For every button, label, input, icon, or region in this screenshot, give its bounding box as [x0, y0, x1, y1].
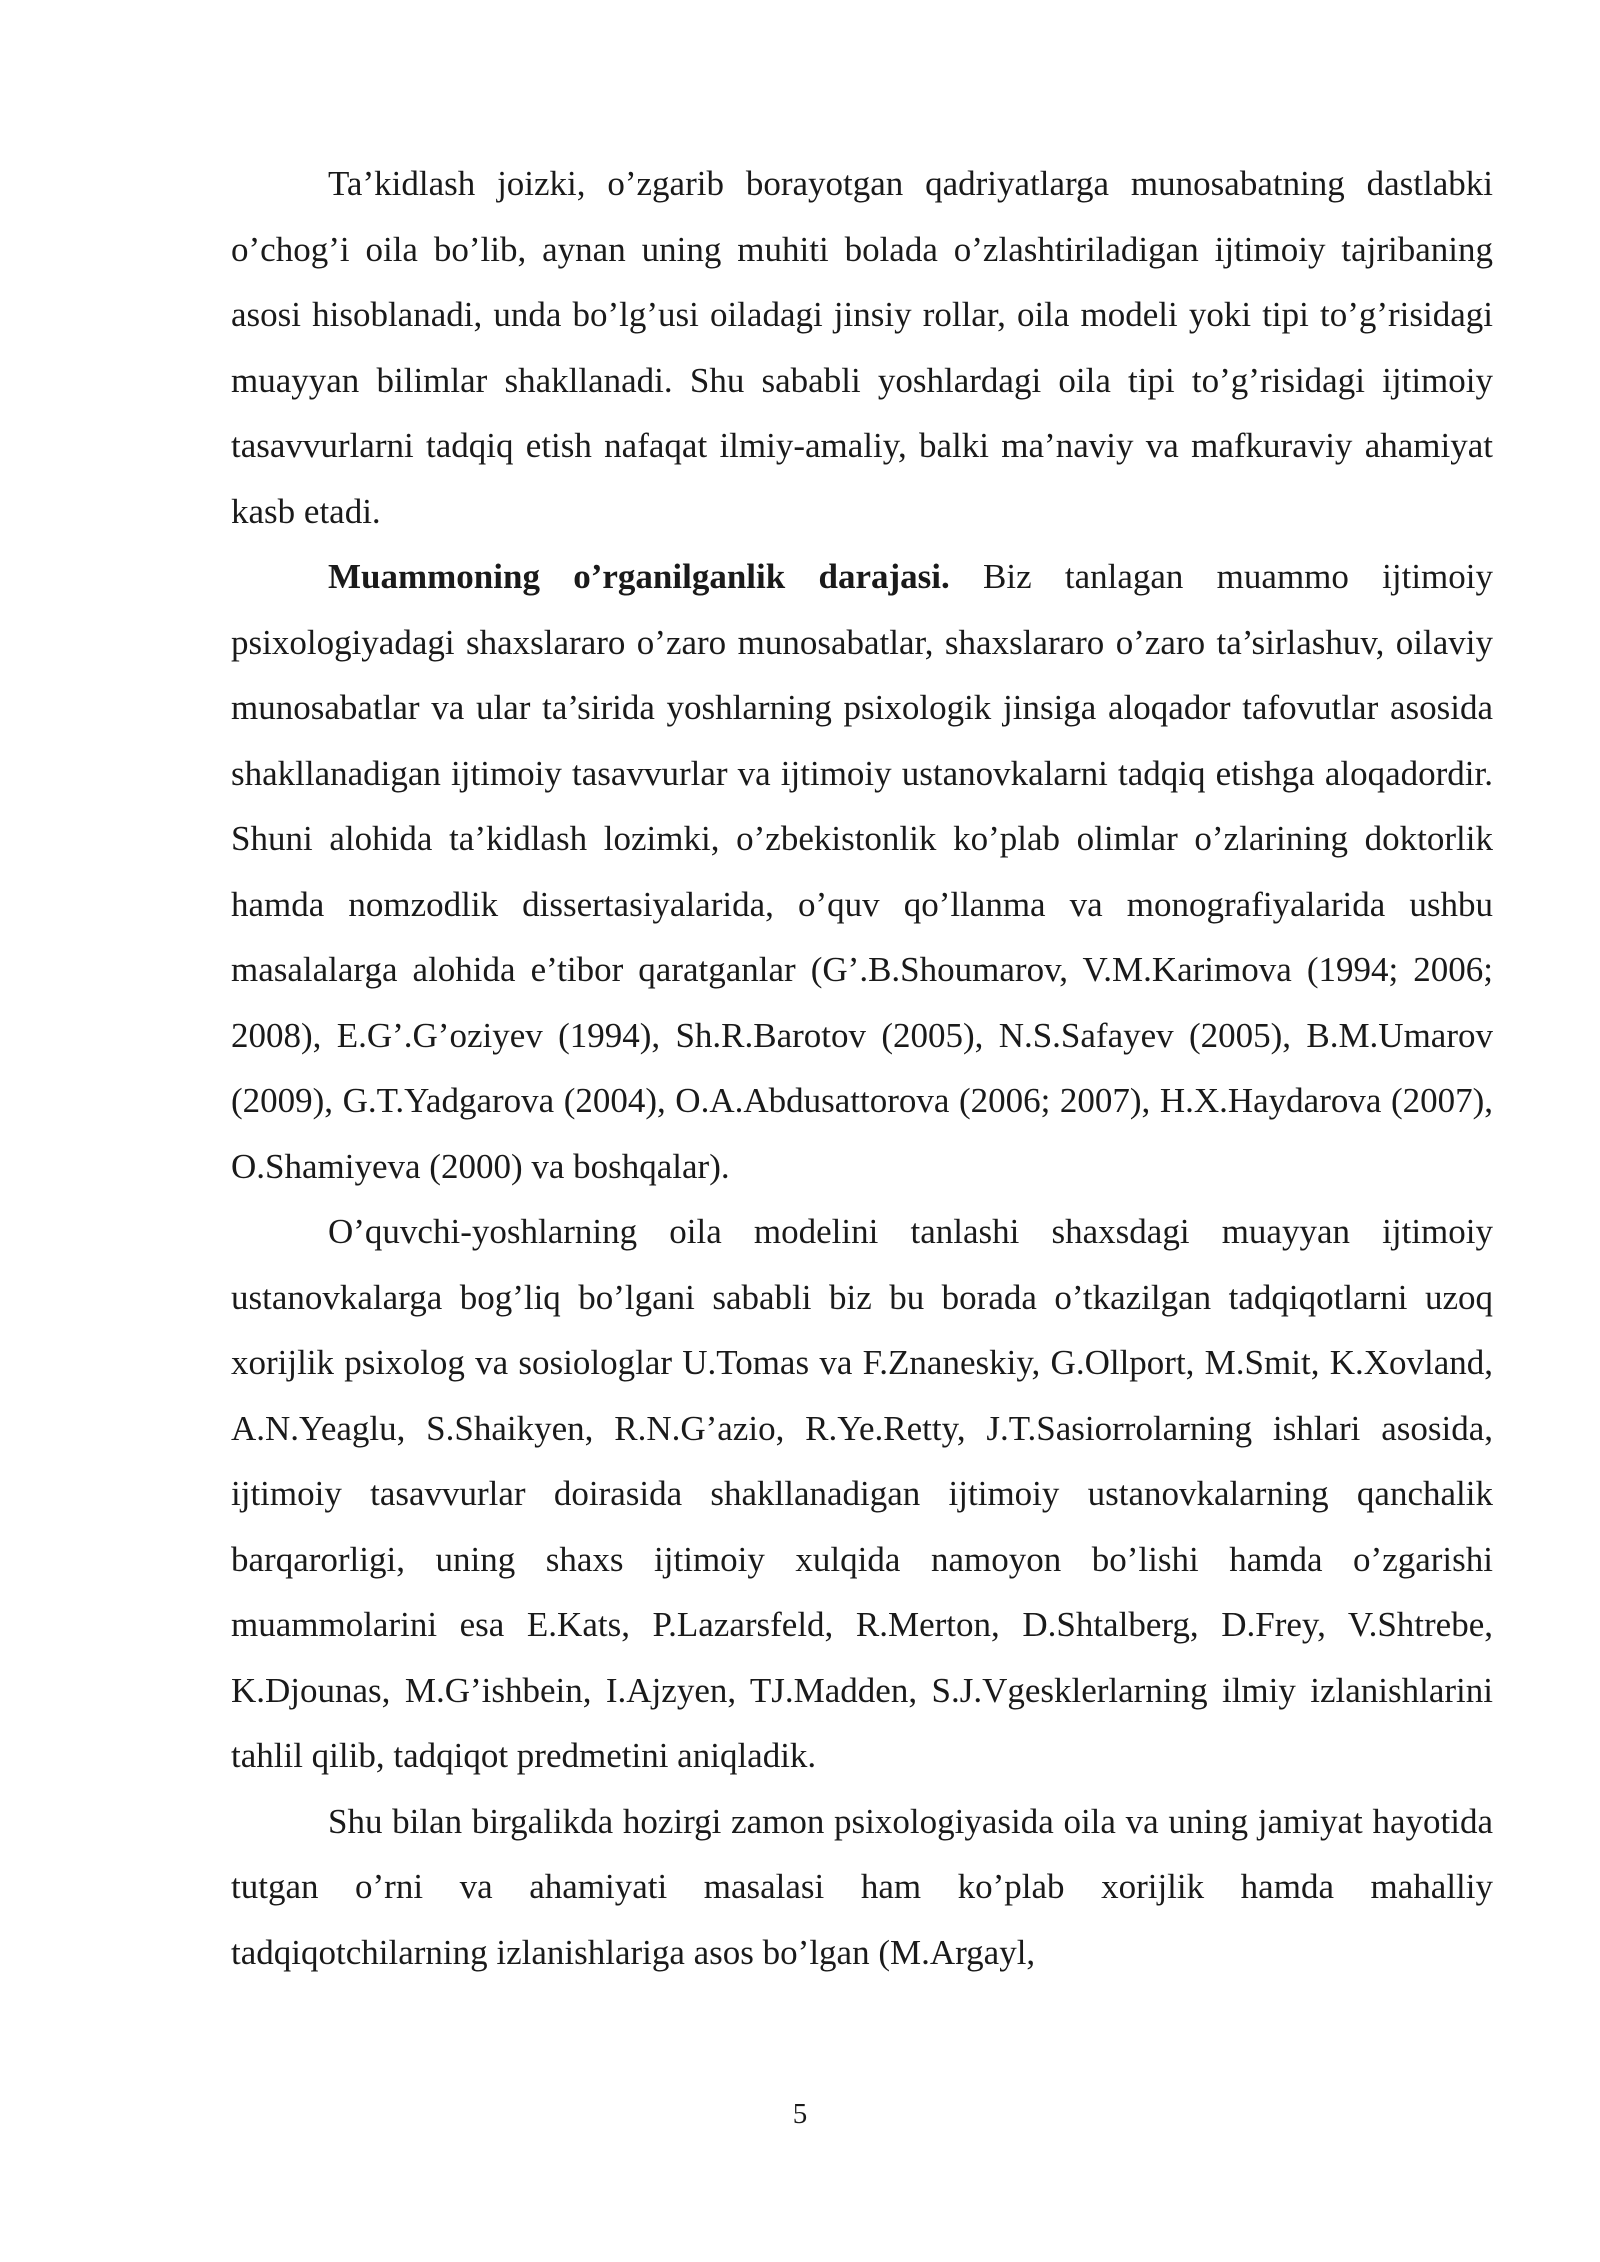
paragraph-1-text: Ta’kidlash joizki, o’zgarib borayotgan qadriyatlarga munosabatning dastlabki o’chog’i oila bo’lib, aynan uning muhiti bolada o’zlashtiriladigan ijtimoiy tajribaning asosi hisoblanadi, unda bo’lg’usi oiladagi jinsiy rollar, oila modeli yoki tipi to’g’risidagi muayyan bilimlar shakllanadi. Shu sababli yoshlardagi oila tipi to’g’risidagi ijtimoiy tasavvurlarni tadqiq etish nafaqat ilmiy-amaliy, balki ma’naviy va mafkuraviy ahamiyat kasb etadi. — [231, 164, 1493, 531]
paragraph-3-text: O’quvchi-yoshlarning oila modelini tanlashi shaxsdagi muayyan ijtimoiy ustanovkalarga bog’liq bo’lgani sababli biz bu borada o’tkazilgan tadqiqotlarni uzoq xorijlik psixolog va sosiologlar U.Tomas va F.Znaneskiy, G.Ollport, M.Smit, K.Xovland, A.N.Yeaglu, S.Shaikyen, R.N.G’azio, R.Ye.Retty, J.T.Sasiorrolarning ishlari asosida, ijtimoiy tasavvurlar doirasida shakllanadigan ijtimoiy ustanovkalarning qanchalik barqarorligi, uning shaxs ijtimoiy xulqida namoyon bo’lishi hamda o’zgarishi muammolarini esa E.Kats, P.Lazarsfeld, R.Merton, D.Shtalberg, D.Frey, V.Shtrebe, K.Djounas, M.G’ishbein, I.Ajzyen, TJ.Madden, S.J.Vgesklerlarning ilmiy izlanishlarini tahlil qilib, tadqiqot predmetini aniqladik. — [231, 1212, 1493, 1775]
body-text — [231, 151, 1493, 1985]
paragraph-4-text: Shu bilan birgalikda hozirgi zamon psixologiyasida oila va uning jamiyat hayotida tutgan o’rni va ahamiyati masalasi ham ko’plab xorijlik hamda mahalliy tadqiqotchilarning izlanishlariga asos bo’lgan (M.Argayl, — [231, 1801, 1493, 1972]
paragraph-2 — [231, 544, 1493, 1199]
paragraph-3 — [231, 1199, 1493, 1789]
paragraph-2-text: Biz tanlagan muammo ijtimoiy psixologiyadagi shaxslararo o’zaro munosabatlar, shaxslararo o’zaro ta’sirlashuv, oilaviy munosabatlar va ular ta’sirida yoshlarning psixologik jinsiga aloqador tafovutlar asosida shakllanadigan ijtimoiy tasavvurlar va ijtimoiy ustanovkalarni tadqiq etishga aloqadordir. Shuni alohida ta’kidlash lozimki, o’zbekistonlik ko’plab olimlar o’zlarining doktorlik hamda nomzodlik dissertasiyalarida, o’quv qo’llanma va monografiyalarida ushbu masalalarga alohida e’tibor qaratganlar (G’.B.Shoumarov, V.M.Karimova (1994; 2006; 2008), E.G’.G’oziyev (1994), Sh.R.Barotov (2005), N.S.Safayev (2005), B.M.Umarov (2009), G.T.Yadgarova (2004), O.A.Abdusattorova (2006; 2007), H.X.Haydarova (2007), O.Shamiyeva (2000) va boshqalar). — [231, 557, 1493, 1186]
paragraph-4 — [231, 1789, 1493, 1986]
paragraph-1 — [231, 151, 1493, 544]
page-number: 5 — [792, 2098, 808, 2130]
section-heading-research-degree: Muammoning o’rganilganlik darajasi. — [328, 557, 950, 596]
